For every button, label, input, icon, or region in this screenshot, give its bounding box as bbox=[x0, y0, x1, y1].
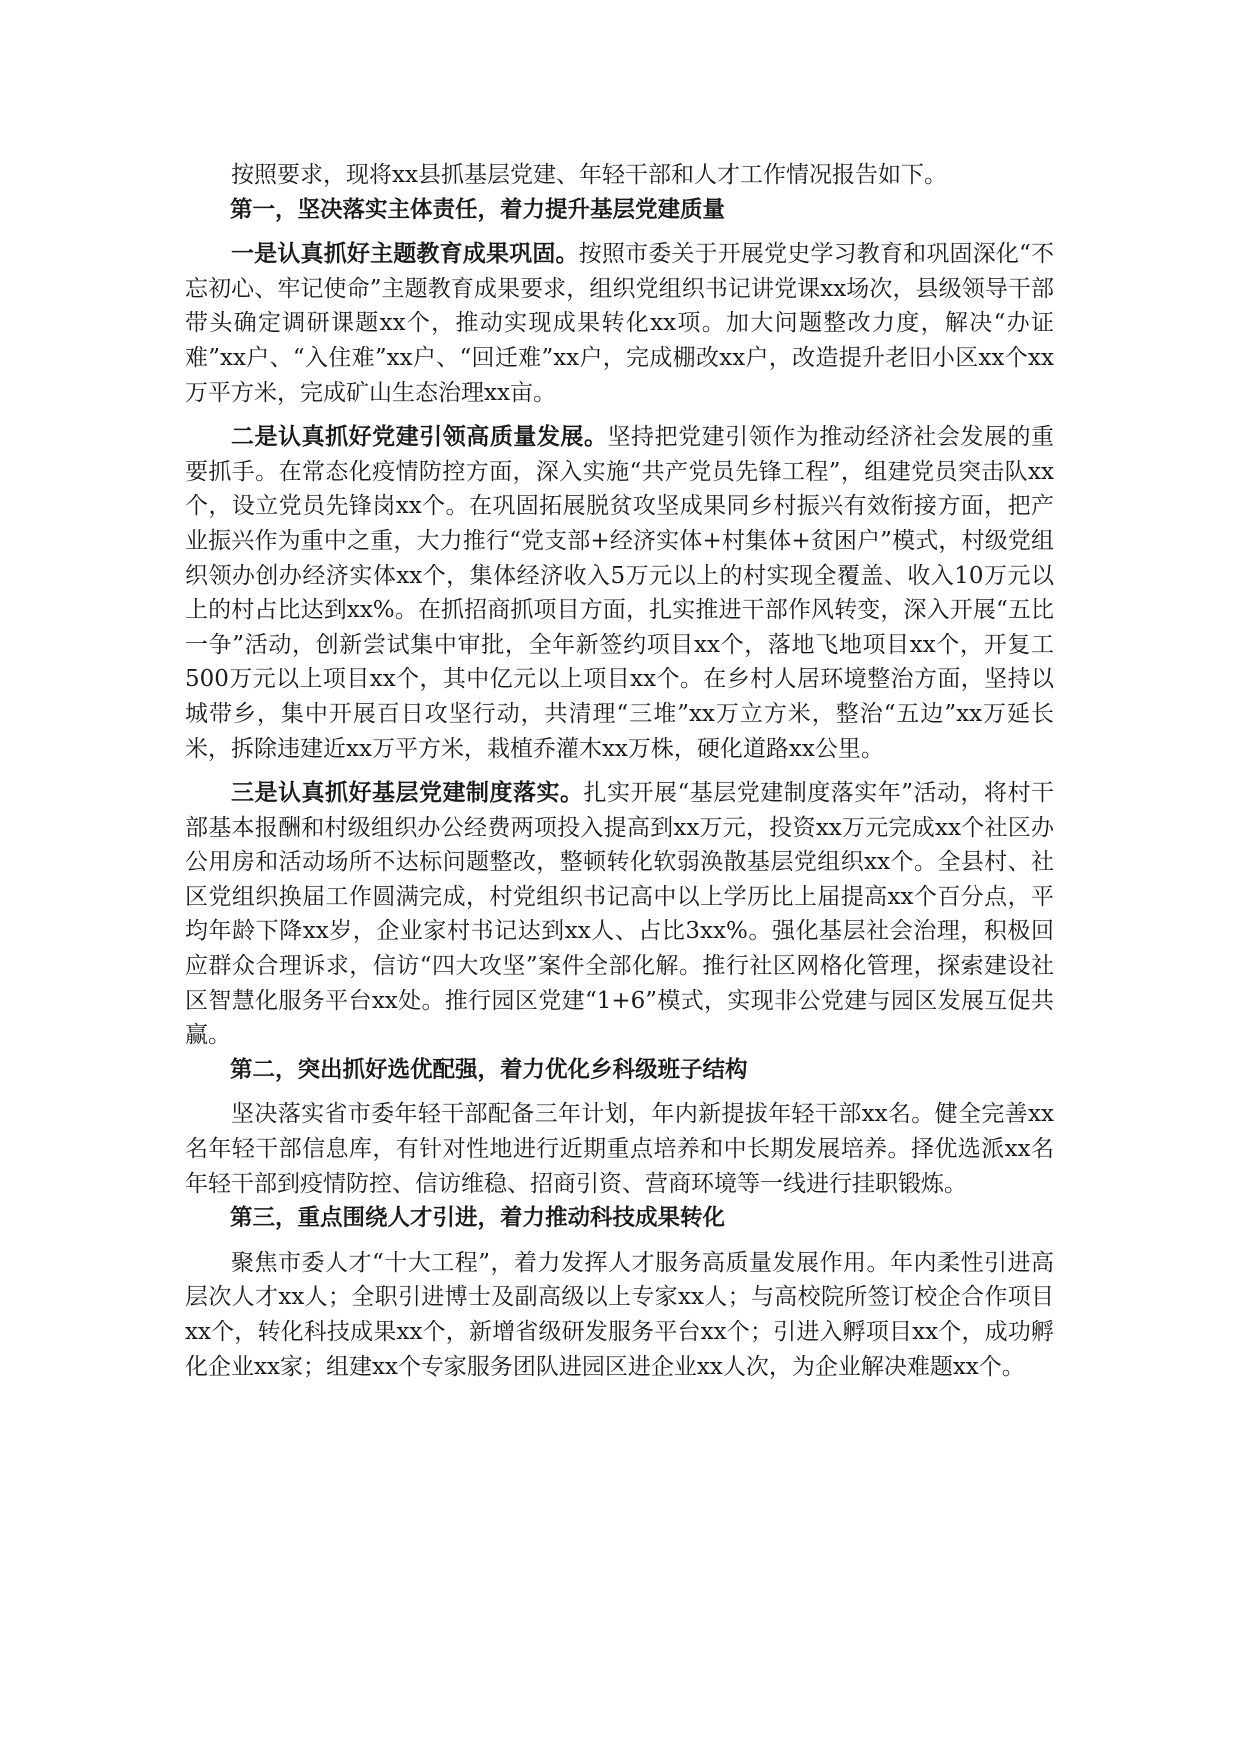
section-1-paragraph-2 bbox=[185, 420, 1054, 766]
section-1-paragraph-1 bbox=[185, 237, 1054, 410]
paragraph-lead: 二是认真抓好党建引领高质量发展。 bbox=[231, 424, 608, 451]
paragraph-body: 坚持把党建引领作为推动经济社会发展的重要抓手。在常态化疫情防控方面，深入实施“共产党员先锋工程”，组建党员突击队xx个，设立党员先锋岗xx个。在巩固拓展脱贫攻坚成果同乡村振兴有效衔接方面，把产业振兴作为重中之重，大力推行“党支部+经济实体+村集体+贫困户”模式，村级党组织领办创办经济实体xx个，集体经济收入5万元以上的村实现全覆盖、收入10万元以上的村占比达到xx%。在抓招商抓项目方面，扎实推进干部作风转变，深入开展“五比一争”活动，创新尝试集中审批，全年新签约项目xx个，落地飞地项目xx个，开复工500万元以上项目xx个，其中亿元以上项目xx个。在乡村人居环境整治方面，坚持以城带乡，集中开展百日攻坚行动，共清理“三堆”xx万立方米，整治“五边”xx万延长米，拆除违建近xx万平方米，栽植乔灌木xx万株，硬化道路xx公里。 bbox=[185, 424, 1055, 762]
intro-paragraph: 按照要求，现将xx县抓基层党建、年轻干部和人才工作情况报告如下。 bbox=[231, 162, 947, 188]
section-2-heading: 第二，突出抓好选优配强，着力优化乡科级班子结构 bbox=[230, 1056, 748, 1083]
paragraph-lead: 一是认真抓好主题教育成果巩固。 bbox=[231, 241, 579, 268]
paragraph-lead: 三是认真抓好基层党建制度落实。 bbox=[231, 780, 584, 807]
section-3-paragraph: 聚焦市委人才“十大工程”，着力发挥人才服务高质量发展作用。年内柔性引进高层次人才xx人；全职引进博士及副高级以上专家xx人；与高校院所签订校企合作项目xx个，转化科技成果xx个，新增省级研发服务平台xx个；引进入孵项目xx个，成功孵化企业xx家；组建xx个专家服务团队进园区进企业xx人次，为企业解决难题xx个。 bbox=[185, 1249, 1054, 1380]
paragraph-body: 扎实开展“基层党建制度落实年”活动，将村干部基本报酬和村级组织办公经费两项投入提高到xx万元，投资xx万元完成xx个社区办公用房和活动场所不达标问题整改，整顿转化软弱涣散基层党组织xx个。全县村、社区党组织换届工作圆满完成，村党组织书记高中以上学历比上届提高xx个百分点，平均年龄下降xx岁，企业家村书记达到xx人、占比3xx%。强化基层社会治理，积极回应群众合理诉求，信访“四大攻坚”案件全部化解。推行社区网格化管理，探索建设社区智慧化服务平台xx处。推行园区党建“1+6”模式，实现非公党建与园区发展互促共赢。 bbox=[185, 780, 1054, 1049]
section-2-paragraph: 坚决落实省市委年轻干部配备三年计划，年内新提拔年轻干部xx名。健全完善xx名年轻干部信息库，有针对性地进行近期重点培养和中长期发展培养。择优选派xx名年轻干部到疫情防控、信访维稳、招商引资、营商环境等一线进行挂职锻炼。 bbox=[185, 1101, 1054, 1197]
paragraph-body: 按照市委关于开展党史学习教育和巩固深化“不忘初心、牢记使命”主题教育成果要求，组织党组织书记讲党课xx场次，县级领导干部带头确定调研课题xx个，推动实现成果转化xx项。加大问题整改力度，解决“办证难”xx户、“入住难”xx户、“回迁难”xx户，完成棚改xx户，改造提升老旧小区xx个xx万平方米，完成矿山生态治理xx亩。 bbox=[185, 241, 1054, 406]
section-1-paragraph-3 bbox=[185, 776, 1054, 1053]
section-3-heading: 第三，重点围绕人才引进，着力推动科技成果转化 bbox=[230, 1205, 726, 1232]
document-body bbox=[185, 158, 1054, 1384]
section-1-heading: 第一，坚决落实主体责任，着力提升基层党建质量 bbox=[230, 196, 726, 223]
